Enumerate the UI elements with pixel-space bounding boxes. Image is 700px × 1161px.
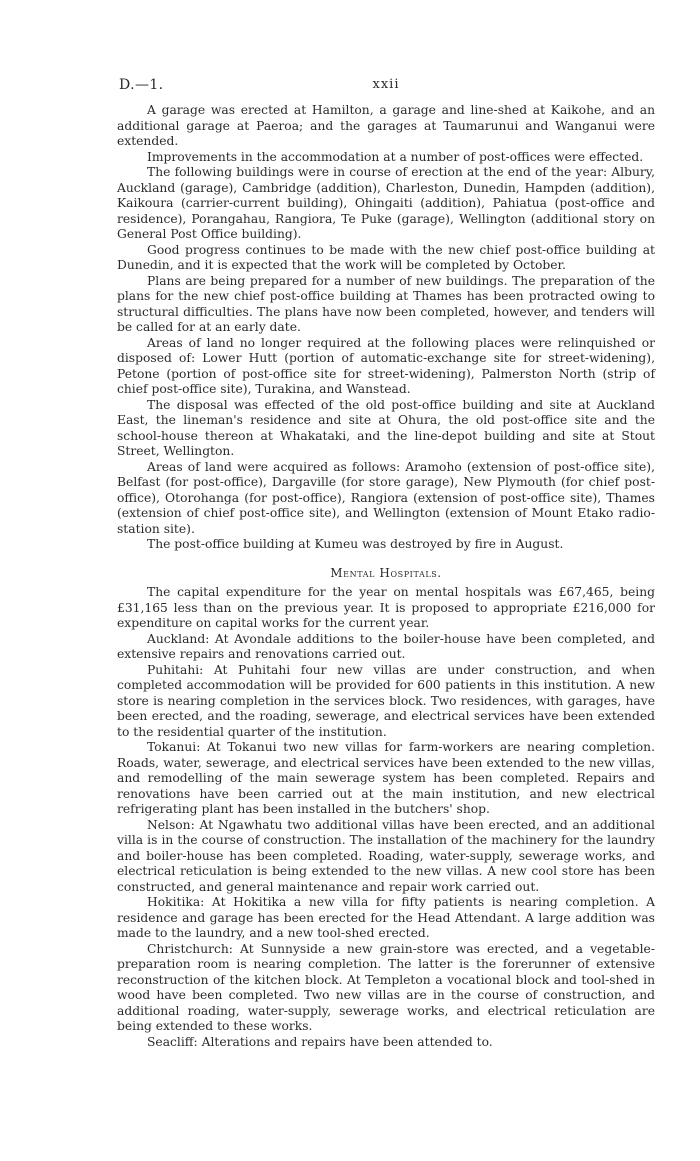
paragraph-nelson: Nelson: At Ngawhatu two additional villas have been erected, and an additional villa is in the course of construction. The installation of the machinery for the laundry and boiler-house has been completed. Roading, water-supply, sewerage works, and electrical reticulation is being extended to the new villas. A new cool store has been constructed, and general maintenance and repair work carried out.: [117, 817, 655, 894]
paragraph-plans: Plans are being prepared for a number of new buildings. The preparation of the plans for the new chief post-office building at Thames has been protracted owing to structural difficulties. The plans have now been completed, however, and tenders will be called for at an early date.: [117, 273, 655, 334]
paragraph-kumeu-fire: The post-office building at Kumeu was destroyed by fire in August.: [147, 537, 564, 551]
paragraph-hokitika: Hokitika: At Hokitika a new villa for fifty patients is nearing completion. A residence and garage has been erected for the Head Attendant. A large addition was made to the laundry, and a new tool-shed erected.: [117, 895, 655, 940]
section-heading-mental-hospitals: Mental Hospitals.: [330, 565, 442, 580]
paragraph-puhitahi: Puhitahi: At Puhitahi four new villas are under construction, and when completed accommodation will be provided for 600 patients in this institution. A new store is nearing completion in the services block. Two residences, with garages, have been erected, and the roading, sewerage, and electrical services have been extended to the residential quarter of the institution.: [117, 662, 655, 739]
paragraph-land-relinquished: Areas of land no longer required at the following places were relinquished or disposed of: Lower Hutt (portion of automatic-exchange site for street-widening), Petone (portion of post-office site for street-widening), Palmerston North (strip of chief post-office site), Turakina, and Wanstead.: [117, 335, 655, 396]
paragraph-christchurch: Christchurch: At Sunnyside a new grain-store was erected, and a vegetable-preparation room is nearing completion. The latter is the forerunner of extensive reconstruction of the kitchen block. At Templeton a vocational block and tool-shed in wood have been completed. Two new villas are in the course of construction, and additional roading, water-supply, sewerage works, and electrical reticulation are being extended to these works.: [117, 941, 655, 1033]
paragraph-tokanui: Tokanui: At Tokanui two new villas for farm-workers are nearing completion. Roads, water, sewerage, and electrical services have been extended to the new villas, and remodelling of the main sewerage system has been completed. Repairs and renovations have been carried out at the main institution, and new electrical refrigerating plant has been installed in the butchers' shop.: [117, 740, 655, 816]
paragraph-disposals: The disposal was effected of the old post-office building and site at Auckland East, the lineman's residence and site at Ohura, the old post-office site and the school-house thereon at Whakataki, and the line-depot building and site at Stout Street, Wellington.: [117, 397, 655, 458]
paragraph-seacliff: Seacliff: Alterations and repairs have been attended to.: [147, 1034, 493, 1049]
page-header: [117, 77, 655, 99]
paragraph-buildings-in-erection: The following buildings were in course of erection at the end of the year: Albury, Auckland (garage), Cambridge (addition), Charleston, Dunedin, Hampden (addition), Kaikoura (carrier-current building), Ohingaiti (addition), Pahiatua (post-office and residence), Porangahau, Rangiora, Te Puke (garage), Wellington (additional story on General Post Office building).: [117, 165, 655, 241]
paragraph-dunedin-progress: Good progress continues to be made with the new chief post-office building at Dunedin, and it is expected that the work will be completed by October.: [117, 242, 655, 272]
page-body: [117, 103, 655, 1050]
paragraph-improvements: Improvements in the accommodation at a number of post-offices were effected.: [147, 149, 644, 164]
paragraph-garages: A garage was erected at Hamilton, a garage and line-shed at Kaikohe, and an additional garage at Paeroa; and the garages at Taumarunui and Wanganui were extended.: [117, 103, 655, 148]
paragraph-land-acquired: Areas of land were acquired as follows: Aramoho (extension of post-office site), Belfast (for post-office), Dargaville (for store garage), New Plymouth (for chief post-office), Otorohanga (for post-office), Rangiora (extension of post-office site), Thames (extension of chief post-office site), and Wellington (extension of Mount Etako radio-station site).: [117, 459, 655, 536]
page-number: xxii: [372, 77, 400, 92]
paragraph-auckland: Auckland: At Avondale additions to the boiler-house have been completed, and extensive repairs and renovations carried out.: [117, 631, 655, 661]
paragraph-capital-expenditure: The capital expenditure for the year on mental hospitals was £67,465, being £31,165 less than on the previous year. It is proposed to appropriate £216,000 for expenditure on capital works for the current year.: [117, 585, 655, 630]
document-code: D.—1.: [119, 77, 164, 93]
